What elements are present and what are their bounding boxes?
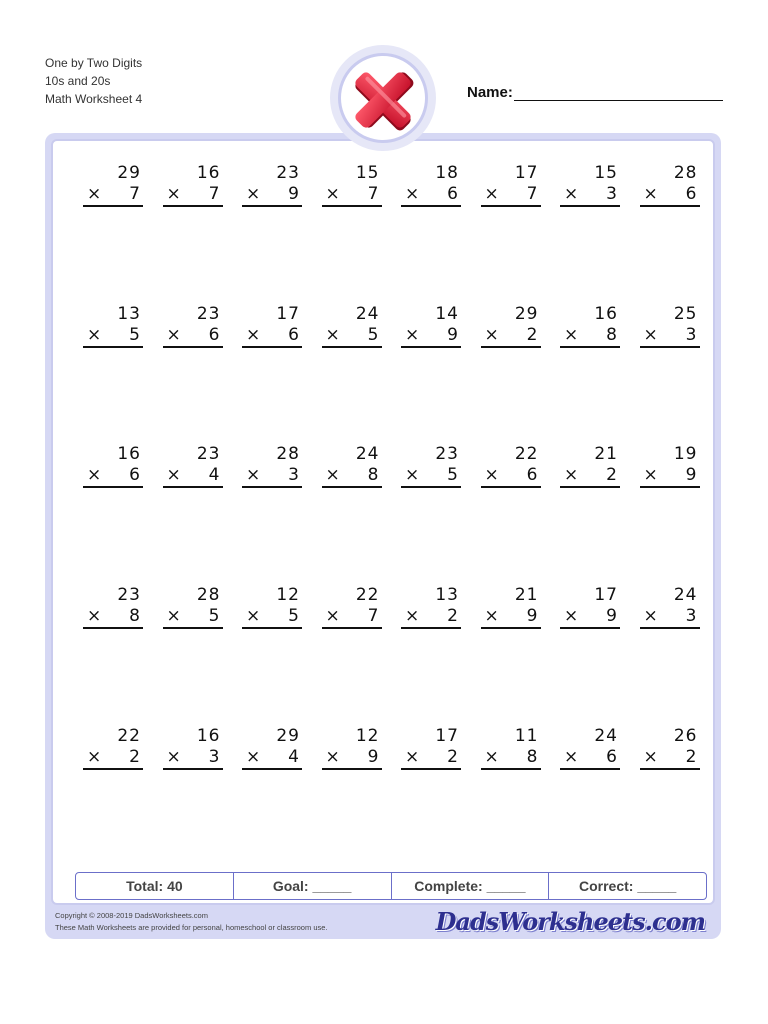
multiplier: 9 — [606, 606, 618, 627]
multiplier-row — [83, 747, 143, 770]
times-sign: × — [643, 324, 659, 345]
times-sign: × — [405, 324, 421, 345]
times-sign: × — [564, 324, 580, 345]
problem — [560, 726, 620, 770]
multiplicand: 12 — [276, 585, 300, 606]
multiplicand: 22 — [355, 585, 380, 606]
multiplier: 5 — [288, 606, 300, 627]
multiplicand: 25 — [673, 303, 698, 324]
problem — [401, 444, 461, 488]
multiplier-row — [481, 184, 541, 207]
complete-cell[interactable]: Complete: _____ — [392, 873, 550, 899]
multiplier-row — [560, 465, 620, 488]
multiplicand: 21 — [594, 444, 618, 465]
multiplier: 9 — [447, 324, 459, 345]
problem — [83, 726, 143, 770]
problem — [242, 585, 302, 629]
problem — [83, 444, 143, 488]
problem — [322, 304, 382, 348]
multiplier-row — [640, 747, 700, 770]
multiplier: 8 — [129, 606, 141, 627]
worksheet-subtitle-2: 10s and 20s — [45, 74, 111, 88]
multiplier: 7 — [129, 184, 141, 204]
multiplier: 2 — [606, 465, 618, 486]
problem — [163, 585, 223, 629]
multiplier: 6 — [606, 746, 618, 767]
multiplier-row — [242, 606, 302, 629]
times-sign: × — [87, 324, 103, 345]
times-sign: × — [325, 324, 341, 345]
multiplier-row — [401, 465, 461, 488]
problems-area — [51, 139, 715, 905]
multiplier-row — [640, 325, 700, 348]
times-sign: × — [87, 465, 103, 486]
times-sign: × — [643, 746, 659, 767]
multiplicand: 13 — [117, 303, 141, 324]
problem — [481, 444, 541, 488]
copyright-text — [55, 910, 328, 934]
multiplier-row — [481, 606, 541, 629]
problem — [163, 304, 223, 348]
problem — [560, 163, 620, 207]
multiplicand: 13 — [435, 585, 459, 606]
multiplier-row — [560, 606, 620, 629]
multiplicand: 16 — [196, 725, 221, 746]
multiplicand: 28 — [196, 585, 221, 606]
problem — [401, 304, 461, 348]
multiplicand: 28 — [673, 163, 698, 183]
multiplier-row — [83, 325, 143, 348]
multiplier-row — [322, 184, 382, 207]
multiplier-row — [242, 465, 302, 488]
multiplier: 9 — [288, 184, 300, 204]
multiplicand: 16 — [196, 163, 221, 183]
times-sign: × — [166, 746, 182, 767]
multiplier-row — [401, 325, 461, 348]
multiplier-row — [163, 606, 223, 629]
problem — [242, 304, 302, 348]
times-sign: × — [325, 606, 341, 627]
score-summary — [75, 872, 707, 900]
multiplier-row — [163, 325, 223, 348]
multiplier-row — [83, 465, 143, 488]
multiplier: 9 — [526, 606, 539, 627]
multiplicand: 24 — [673, 585, 698, 606]
times-sign: × — [325, 184, 341, 204]
times-sign: × — [246, 465, 262, 486]
total-cell: Total: 40 — [76, 873, 234, 899]
problem — [481, 304, 541, 348]
multiplicand: 16 — [594, 303, 618, 324]
times-sign: × — [166, 606, 182, 627]
multiplicand: 24 — [355, 303, 380, 324]
multiplier-row — [83, 184, 143, 207]
problem — [242, 444, 302, 488]
multiplicand: 14 — [435, 303, 459, 324]
times-sign: × — [166, 465, 182, 486]
multiplicand: 23 — [196, 444, 221, 465]
multiplicand: 19 — [673, 444, 698, 465]
times-sign: × — [325, 746, 341, 767]
multiplicand: 29 — [514, 303, 539, 324]
multiplier-row — [640, 184, 700, 207]
multiplier: 4 — [208, 465, 221, 486]
multiplicand: 26 — [673, 725, 698, 746]
problem — [481, 726, 541, 770]
times-sign: × — [643, 465, 659, 486]
problem — [401, 726, 461, 770]
times-sign: × — [484, 324, 500, 345]
multiplicand: 12 — [355, 725, 380, 746]
multiplier: 2 — [447, 606, 459, 627]
dadsworksheets-logo: DadsWorksheets.com — [435, 907, 705, 936]
multiplicand: 22 — [117, 725, 141, 746]
multiplicand: 16 — [117, 444, 141, 465]
multiplier-row — [640, 606, 700, 629]
problem — [640, 304, 700, 348]
times-sign: × — [643, 184, 659, 204]
multiplier-row — [163, 747, 223, 770]
times-sign: × — [166, 184, 182, 204]
multiplicand: 15 — [355, 163, 380, 183]
multiplier: 2 — [685, 746, 698, 767]
multiplier-row — [242, 184, 302, 207]
multiplier: 6 — [129, 465, 141, 486]
multiplier-row — [163, 184, 223, 207]
copyright-line: Copyright © 2008-2019 DadsWorksheets.com — [55, 911, 208, 920]
multiplier: 6 — [685, 184, 698, 204]
times-sign: × — [564, 746, 580, 767]
worksheet-subtitle-1: One by Two Digits — [45, 56, 143, 70]
multiplier: 5 — [129, 324, 141, 345]
multiplicand: 28 — [276, 444, 300, 465]
multiplicand: 11 — [514, 725, 539, 746]
multiplier-row — [640, 465, 700, 488]
multiplier-row — [481, 747, 541, 770]
problem — [560, 444, 620, 488]
multiplier: 7 — [367, 606, 380, 627]
times-sign: × — [484, 606, 500, 627]
problem — [163, 444, 223, 488]
times-sign: × — [87, 606, 103, 627]
multiplier: 3 — [685, 324, 698, 345]
multiplier: 6 — [526, 465, 539, 486]
multiplier: 8 — [606, 324, 618, 345]
times-sign: × — [87, 184, 103, 204]
multiplier-row — [401, 184, 461, 207]
multiplicand: 23 — [196, 303, 221, 324]
multiplier-row — [83, 606, 143, 629]
multiplier-row — [163, 465, 223, 488]
times-sign: × — [405, 746, 421, 767]
multiplier: 3 — [288, 465, 300, 486]
times-sign: × — [484, 465, 500, 486]
multiplier-row — [401, 606, 461, 629]
multiplier: 5 — [367, 324, 380, 345]
x-mark-icon — [347, 62, 419, 134]
times-sign: × — [246, 324, 262, 345]
worksheet-header — [45, 54, 142, 108]
problem — [163, 726, 223, 770]
multiplier: 7 — [367, 184, 380, 204]
multiplicand: 17 — [435, 725, 459, 746]
multiplier-row — [401, 747, 461, 770]
multiplicand: 29 — [117, 163, 141, 183]
problem — [322, 163, 382, 207]
problem — [560, 304, 620, 348]
problem — [83, 585, 143, 629]
times-sign: × — [246, 184, 262, 204]
multiplier-row — [481, 465, 541, 488]
problem — [560, 585, 620, 629]
multiplicand: 24 — [594, 725, 618, 746]
multiplier: 3 — [685, 606, 698, 627]
problem-grid — [53, 141, 713, 903]
multiplier: 7 — [526, 184, 539, 204]
multiplier-row — [560, 325, 620, 348]
multiplier-row — [560, 747, 620, 770]
multiplier: 6 — [447, 184, 459, 204]
times-sign: × — [405, 606, 421, 627]
problem — [640, 163, 700, 207]
problem — [322, 726, 382, 770]
problem — [242, 163, 302, 207]
problem — [640, 444, 700, 488]
multiplier-row — [481, 325, 541, 348]
multiplier: 9 — [685, 465, 698, 486]
multiplier-row — [242, 325, 302, 348]
multiplier: 9 — [367, 746, 380, 767]
operation-badge — [330, 45, 436, 151]
multiplicand: 23 — [276, 163, 300, 183]
multiplier: 6 — [208, 324, 221, 345]
times-sign: × — [564, 465, 580, 486]
multiplicand: 22 — [514, 444, 539, 465]
multiplier: 6 — [288, 324, 300, 345]
usage-notice: These Math Worksheets are provided for personal, homeschool or classroom use. — [55, 923, 328, 932]
problem — [640, 726, 700, 770]
problem — [401, 585, 461, 629]
correct-cell[interactable]: Correct: _____ — [578, 878, 677, 894]
name-label: Name: — [467, 84, 513, 101]
times-sign: × — [246, 746, 262, 767]
times-sign: × — [87, 746, 103, 767]
worksheet-title: Math Worksheet 4 — [45, 92, 143, 106]
times-sign: × — [643, 606, 659, 627]
multiplicand: 24 — [355, 444, 380, 465]
multiplier: 3 — [606, 184, 618, 204]
times-sign: × — [246, 606, 262, 627]
multiplicand: 21 — [514, 585, 539, 606]
times-sign: × — [484, 746, 500, 767]
multiplicand: 29 — [276, 725, 300, 746]
times-sign: × — [166, 324, 182, 345]
problem — [640, 585, 700, 629]
multiplicand: 17 — [514, 163, 539, 183]
multiplier-row — [322, 325, 382, 348]
problem — [401, 163, 461, 207]
multiplier: 2 — [447, 746, 459, 767]
multiplier-row — [242, 747, 302, 770]
worksheet-frame — [45, 133, 721, 939]
multiplier: 2 — [526, 324, 539, 345]
multiplier: 8 — [367, 465, 380, 486]
multiplicand: 15 — [594, 163, 618, 183]
multiplier-row — [322, 606, 382, 629]
multiplier-row — [322, 747, 382, 770]
multiplier: 7 — [208, 184, 221, 204]
multiplier: 5 — [447, 465, 459, 486]
problem — [242, 726, 302, 770]
multiplicand: 23 — [435, 444, 459, 465]
multiplier-row — [560, 184, 620, 207]
times-sign: × — [564, 184, 580, 204]
problem — [481, 163, 541, 207]
times-sign: × — [405, 184, 421, 204]
problem — [481, 585, 541, 629]
problem — [83, 304, 143, 348]
problem — [163, 163, 223, 207]
multiplier: 8 — [526, 746, 539, 767]
footer — [45, 905, 721, 939]
times-sign: × — [564, 606, 580, 627]
problem — [322, 444, 382, 488]
goal-cell[interactable]: Goal: _____ — [234, 873, 392, 899]
multiplier: 4 — [288, 746, 300, 767]
times-sign: × — [484, 184, 500, 204]
multiplier-row — [322, 465, 382, 488]
problem — [322, 585, 382, 629]
name-field[interactable] — [514, 100, 723, 101]
multiplicand: 23 — [117, 585, 141, 606]
times-sign: × — [405, 465, 421, 486]
times-sign: × — [325, 465, 341, 486]
multiplicand: 17 — [594, 585, 618, 606]
multiplier: 5 — [208, 606, 221, 627]
multiplier: 2 — [129, 746, 141, 767]
multiplier: 3 — [208, 746, 221, 767]
multiplicand: 18 — [435, 163, 459, 183]
multiplicand: 17 — [276, 303, 300, 324]
problem — [83, 163, 143, 207]
